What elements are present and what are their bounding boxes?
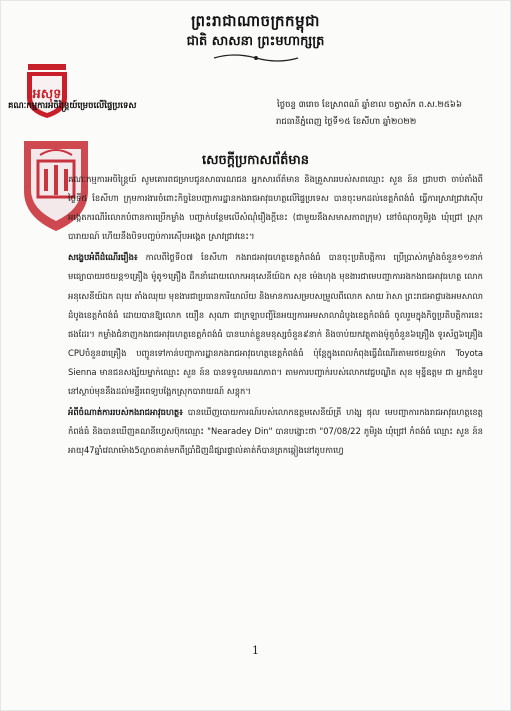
- paragraph-text: កាលពីថ្ងៃទី០៧ ខែសីហា កងរាជអាវុធហត្ថខេត្តកំពង់ធំ បានចុះប្រតិបត្តិការ ប្រើប្រាស់កម្លាំងចំនួន១១នាក់ មធ្យោបាយរថយន្ត១គ្រឿង ម៉ូតូ១គ្រឿង ដឹកនាំដោយលោកអនុសេនីយ៍ឯក សុខ ម៉េងហុង មុខងារជាមេបញ្ជាការរងកងរាជអាវុធហត្ថ លោកអនុសេនីយ៍ឯក លុយ តាំងឈុយ មុខងារជាប្រធានការិយាល័យ និងមានការសម្របសម្រួលពីលោក សាយ រ៉ាសា ព្រះរាជអាជ្ញារងអមសាលាដំបូងខេត្តកំពង់ធំ ដោយបានឱ្យលោក យឿន សុណា ជាក្រឡាបញ្ជីនៃអយ្យការអមសាលាដំបូងខេត្តកំពង់ធំ ចូលរួមក្នុងកិច្ចប្រតិបត្តិការនេះផងដែរ។ កម្លាំងជំនាញកងរាជអាវុធហត្ថខេត្តកំពង់ធំ បានឃាត់ខ្លួនមនុស្សចំនួន៩នាក់ និងចាប់យកវត្ថុតាងម៉ូតូចំនួន៦គ្រឿង ទូរស័ព្ទ៦គ្រឿង CPUចំនួន៣គ្រឿង បញ្ជូនទៅកាន់បញ្ជាការដ្ឋានកងរាជអាវុធហត្ថខេត្តកំពង់ធំ ប៉ុន្តែក្នុងពេលកំពុងធ្វើដំណើរតាមរថយន្តម៉ាក Toyota Sienna មានជនសង្ស័យម្នាក់ឈ្មោះ សួន ន៍ន បានទទួលមរណភាព។ តាមការបញ្ជាក់របស់លោកវេជ្ជបណ្ឌិត សុខ មុន្នីឧត្តម ជា អ្នកជំនួបនៅស្ថាប់មុននឹងដល់មន្ទីរពេទ្យបង្អែកស្រុកបារាយណ៍ សន្តុក។: [68, 252, 483, 397]
- lunar-date: ថ្ងៃចន្ទ ៣រោច ខែស្រាពណ៍ ឆ្នាំខាល ចត្វាស័ក ព.ស.២៥៦៦: [277, 100, 462, 110]
- paragraph-lead: អំពីចំណាត់ការរបស់កងរាជអាវុធហត្ថ៖: [68, 407, 183, 418]
- document-body: [68, 170, 483, 462]
- paragraph-text: គណៈកម្មការអចិន្ត្រៃយ៍ សូមគោរពជម្រាបជូនសាធារណជន អ្នកសារព័ត៌មាន និងគ្រួសាររបស់សពឈ្មោះ សួន ន៍ន ជ្រាបថា ចាប់តាំងពីថ្ងៃទី៥ ខែសីហា ក្រុមការងារចំពោះកិច្ចនៃបញ្ហាការដ្ឋានកងរាជអាវុធហត្ថលើផ្ទៃប្រទេស បានចុះមកដល់ខេត្តកំពង់ធំ ធ្វើការស្រាវជ្រាវស៊ើបអង្កេតករណីរំលោភបំពានការប្រើកម្លាំង បញ្ជាក់បន្ថែមលើសំណុំរឿងក្តីនេះ (ជាមួយនឹងសមាសភាពក្រុម) នៅចំណុចភូមិរូង ឃុំជ្រៅ ស្រុកបារាយណ៍ ហើយនឹងបិទបញ្ចប់ការស៊ើបអង្កេត ស្រាវជ្រាវនេះ។: [68, 174, 483, 242]
- logo-label: អសុទ: [32, 87, 62, 102]
- paragraph-text: បានឃើញបោយការណ៍របស់លោកឧត្តមសេនីយ៍ត្រី ហង្ស ផុល មេបញ្ជាការកងរាជអាវុធហត្ថខេត្តកំពង់ធំ និងបានឃើញគណនីហ្វេសប៊ុកឈ្មោះ "Nearadey Din" បានបង្ហោះថា "07/08/22 ភូមិរូង ឃុំជ្រៅ កំពង់ធំ ឈ្មោះ សួន ន៍ន អាយុ47ឆ្នាំវេលាម៉ោង5ល្ងាចគាត់មកពីប្រាំជិញដ៏ផ្សារផ្ទាល់គាត់ក៏បានត្រកឆ្កៀងនៅតូបកាហ្វេ: [68, 407, 483, 456]
- paragraph-lead: សង្ខេបអំពីដំណើររឿង៖: [68, 252, 138, 263]
- ornament-divider-icon: [212, 52, 300, 64]
- page-number: 1: [252, 644, 259, 657]
- motto-heading: ជាតិ សាសនា ព្រះមហាក្សត្រ: [186, 34, 325, 49]
- document-title: សេចក្តីប្រកាសព័ត៌មាន: [201, 153, 310, 168]
- department-name: គណៈកម្មការអចិន្ត្រៃយ៍ម្រេចលើផ្ទៃប្រទេស: [8, 101, 137, 111]
- paragraph-action: [68, 403, 483, 460]
- kingdom-heading: ព្រះរាជាណាចក្រកម្ពុជា: [191, 12, 320, 30]
- issue-date: រាជធានីភ្នំពេញ ថ្ងៃទី១៥ ខែសីហា ឆ្នាំ២០២២: [276, 117, 417, 127]
- paragraph-summary: [68, 248, 483, 401]
- paragraph-intro: [68, 170, 483, 246]
